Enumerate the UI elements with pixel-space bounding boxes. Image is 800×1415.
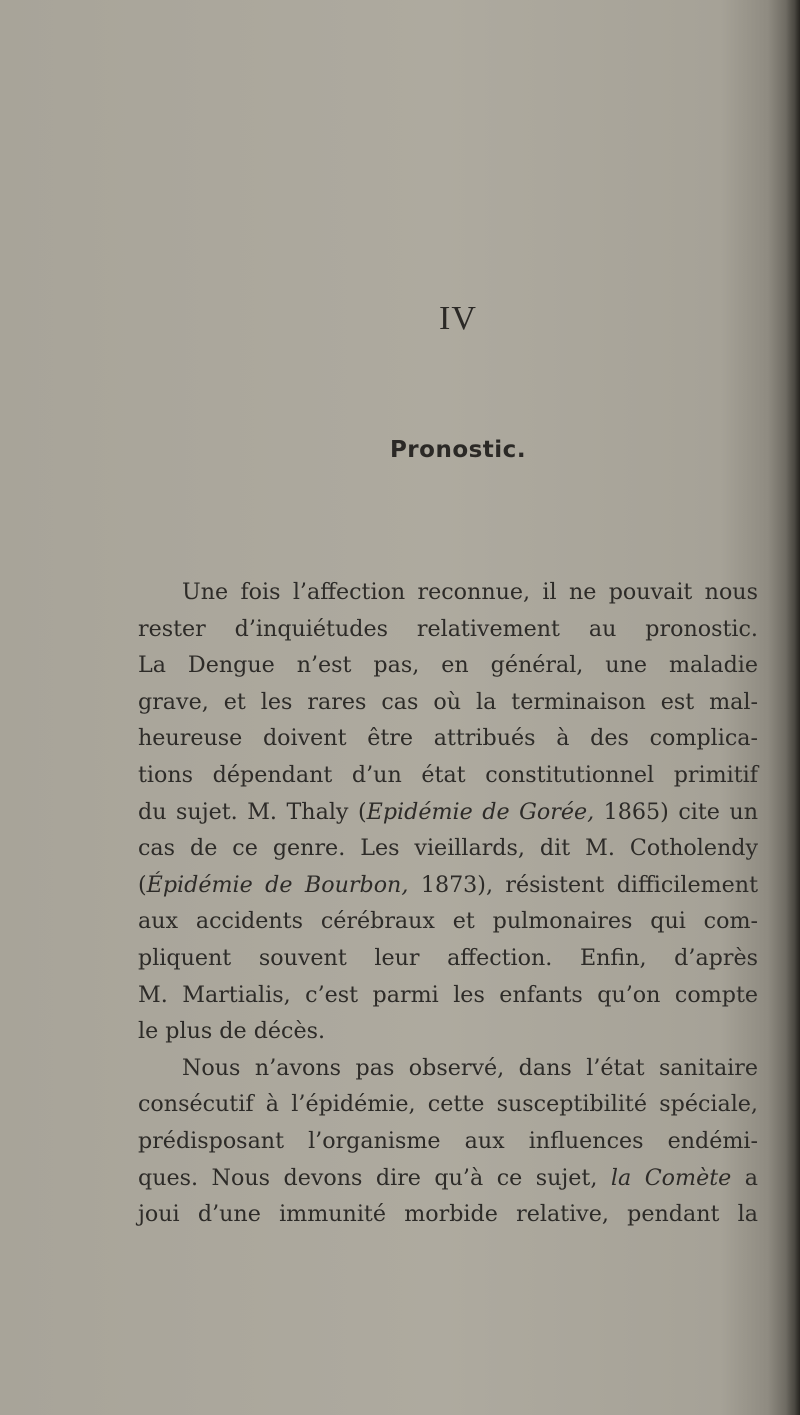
citation-italic: Epidémie de Gorée,	[366, 798, 595, 825]
page-edge-shadow	[786, 0, 800, 1415]
section-title: Pronostic.	[389, 437, 527, 463]
text-line: M. Martialis, c’est parmi les enfants qu’on compte	[138, 981, 758, 1008]
text-line: heureuse doivent être attribués à des complica-	[138, 725, 758, 752]
ship-name-italic: la Comète	[610, 1164, 732, 1191]
text-line: prédisposant l’organisme aux influences endémi-	[138, 1127, 758, 1154]
text-line: aux accidents cérébraux et pulmonaires qui com-	[138, 908, 758, 935]
citation-italic: Épidémie de Bourbon,	[146, 871, 409, 898]
text-line: Nous n’avons pas observé, dans l’état sanitaire	[182, 1054, 758, 1081]
text-line: La Dengue n’est pas, en général, une maladie	[138, 652, 758, 679]
chapter-number: IV	[439, 300, 477, 337]
text-line: pliquent souvent leur affection. Enfin, d’après	[138, 944, 758, 971]
body-text	[138, 574, 758, 1233]
text-line: tions dépendant d’un état constitutionnel primitif	[138, 761, 758, 788]
text-line: ques. Nous devons dire qu’à ce sujet, la Comète a	[138, 1164, 758, 1191]
text-line: Une fois l’affection reconnue, il ne pouvait nous	[182, 579, 758, 605]
text-line: rester d’inquiétudes relativement au pronostic.	[138, 615, 758, 642]
text-line: joui d’une immunité morbide relative, pendant la	[138, 1201, 758, 1228]
text-line: cas de ce genre. Les vieillards, dit M. Cotholendy	[138, 835, 758, 862]
text-line: du sujet. M. Thaly (Epidémie de Gorée, 1865) cite un	[138, 798, 758, 825]
text-line: le plus de décès.	[138, 1018, 326, 1045]
text-line: grave, et les rares cas où la terminaison est mal-	[138, 688, 758, 715]
text-line: consécutif à l’épidémie, cette susceptibilité spéciale,	[138, 1091, 758, 1118]
text-line: (Épidémie de Bourbon, 1873), résistent difficilement	[138, 871, 758, 898]
